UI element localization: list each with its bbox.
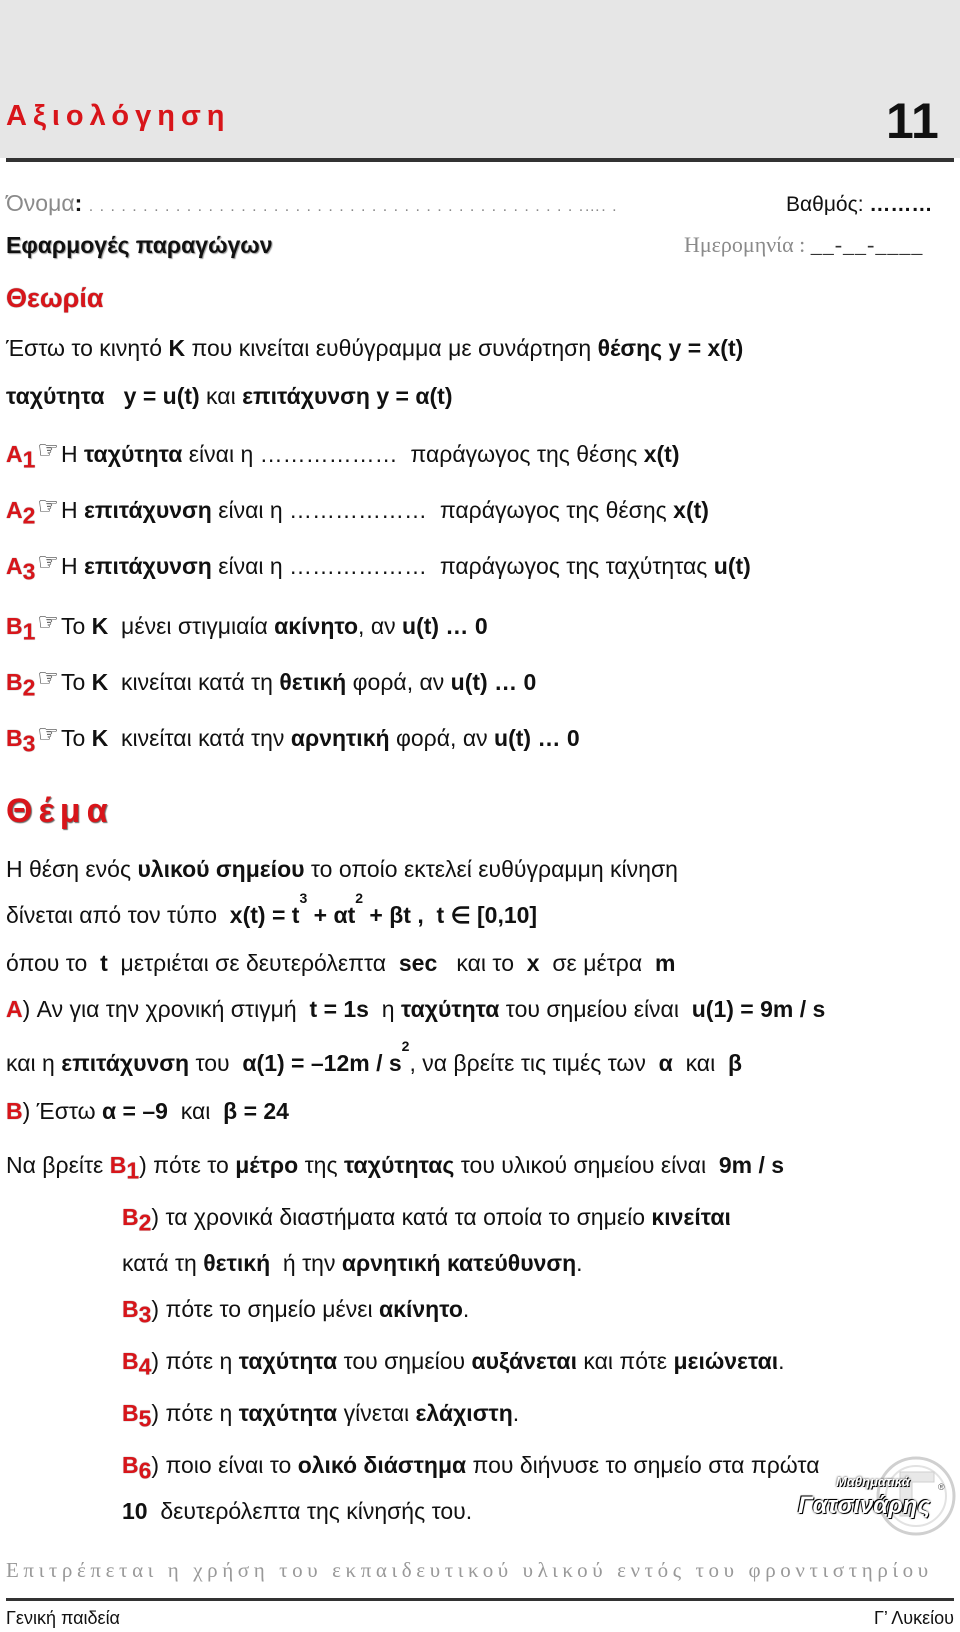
question-a-line-2: [6, 1038, 743, 1077]
date-blank: __-__-____: [810, 232, 924, 257]
text: , να βρείτε τις τιμές των: [409, 1050, 659, 1076]
symbol: β: [728, 1050, 743, 1076]
question-label: B: [122, 1348, 139, 1374]
subject-title: Εφαρμογές παραγώγων: [6, 232, 273, 258]
publisher-logo: [796, 1452, 956, 1544]
text: που κινείται ευθύγραμμα με συνάρτηση: [185, 335, 598, 361]
keyword: υλικού σημείου: [137, 856, 305, 882]
question-b3-line: [122, 1296, 470, 1328]
question-label: B: [122, 1204, 139, 1230]
grade-label: Βαθμός:: [786, 193, 864, 216]
number: 10: [122, 1498, 148, 1524]
formula: x(t): [643, 441, 680, 467]
theme-paragraph-3: [6, 950, 675, 977]
text: και το: [437, 950, 527, 976]
item-label: A: [6, 441, 23, 467]
symbol: Κ: [91, 725, 109, 751]
text: .: [462, 1296, 470, 1322]
formula: x(t): [673, 497, 709, 523]
question-b5-line: [122, 1400, 520, 1432]
question-b4-line: [122, 1348, 785, 1380]
text: του: [189, 1050, 243, 1076]
text: φορά, αν: [346, 669, 451, 695]
text: ) Αν για την χρονική στιγμή: [22, 996, 310, 1022]
formula: α = –9: [102, 1098, 168, 1124]
keyword: ταχύτητα: [83, 441, 183, 467]
date-row: [684, 232, 923, 258]
keyword: ακίνητο: [379, 1296, 463, 1322]
text: όπου το: [6, 950, 101, 976]
keyword: ολικό διάστημα: [297, 1452, 467, 1478]
text: ) τα χρονικά διαστήματα κατά τα οποία το σημείο: [151, 1204, 652, 1230]
exponent: 2: [355, 890, 364, 906]
grade-dots: ………: [869, 193, 933, 216]
text: κατά τη: [122, 1250, 204, 1276]
theory-item-a3: [6, 549, 751, 585]
text: που διήνυσε το σημείο στα πρώτα: [466, 1452, 820, 1478]
keyword: ελάχιστη: [415, 1400, 513, 1426]
question-subscript: 2: [138, 1209, 152, 1236]
text: του σημείου: [337, 1348, 472, 1374]
keyword: επιτάχυνση: [83, 553, 212, 579]
text: ) πότε το σημείο μένει: [151, 1296, 380, 1322]
formula: u(1) = 9m / s: [691, 996, 826, 1022]
text: του υλικού σημείου είναι: [454, 1152, 719, 1178]
text: ) πότε η: [151, 1400, 239, 1426]
theory-item-a1: [6, 437, 680, 473]
formula: u(t) … 0: [494, 725, 580, 751]
text: και: [672, 1050, 728, 1076]
text: Η: [60, 553, 84, 579]
keyword: επιτάχυνση: [61, 1050, 190, 1076]
formula: 9m / s: [718, 1152, 785, 1178]
question-b6-line: [122, 1452, 820, 1484]
keyword: ταχύτητα: [6, 383, 105, 409]
formula: β = 24: [223, 1098, 289, 1124]
question-label: B: [109, 1152, 127, 1178]
item-subscript: 3: [22, 730, 36, 757]
formula: + βt , t ∈ [0,10]: [363, 902, 538, 928]
pointing-hand-icon: ☞: [37, 665, 59, 692]
keyword: θετική: [203, 1250, 271, 1276]
text: Η: [60, 497, 84, 523]
symbol: Κ: [91, 669, 109, 695]
keyword: θετική: [279, 669, 347, 695]
question-subscript: 1: [126, 1157, 140, 1184]
item-subscript: 1: [22, 446, 36, 473]
text: του σημείου είναι: [499, 996, 692, 1022]
text: ) ποιο είναι το: [151, 1452, 298, 1478]
exponent: 2: [401, 1038, 410, 1054]
keyword: μέτρο: [235, 1152, 299, 1178]
keyword: μειώνεται: [673, 1348, 779, 1374]
text: Το: [60, 669, 92, 695]
question-label: B: [122, 1400, 139, 1426]
text: γίνεται: [337, 1400, 416, 1426]
formula: y = α(t): [369, 383, 453, 409]
header-band: [0, 0, 960, 158]
text: Έστω το κινητό: [6, 335, 169, 361]
symbol: t: [100, 950, 108, 976]
question-subscript: 4: [138, 1353, 152, 1380]
text: η: [368, 996, 401, 1022]
keyword: ταχύτητα: [400, 996, 500, 1022]
text: Το: [60, 613, 92, 639]
item-subscript: 2: [22, 502, 36, 529]
theory-heading: Θεωρία: [6, 283, 104, 313]
worksheet-number: 11: [886, 93, 939, 149]
item-label: A: [6, 497, 23, 523]
logo-registered-mark: ®: [938, 1482, 945, 1492]
question-b2-continuation: [122, 1250, 583, 1277]
footer-notice: Επιτρέπεται η χρήση του εκπαιδευτικού υλικού εντός του φροντιστηρίου: [6, 1558, 933, 1582]
keyword: ακίνητο: [274, 613, 359, 639]
text: .: [778, 1348, 785, 1374]
footer-right: Γ’ Λυκείου: [874, 1608, 954, 1628]
keyword: αρνητική: [290, 725, 390, 751]
keyword: ταχύτητας: [343, 1152, 455, 1178]
question-b1-line: [6, 1152, 785, 1184]
keyword: αρνητική κατεύθυνση: [341, 1250, 577, 1276]
question-b6-continuation: [122, 1498, 472, 1525]
text: Η: [60, 441, 84, 467]
formula: x(t) = t: [229, 902, 300, 928]
theory-item-b1: [6, 609, 488, 645]
question-label: B: [122, 1296, 139, 1322]
pointing-hand-icon: ☞: [37, 437, 59, 464]
text: της: [298, 1152, 344, 1178]
text: Η θέση ενός: [6, 856, 138, 882]
text: .: [576, 1250, 583, 1276]
symbol: x: [526, 950, 540, 976]
text: είναι η ……………… παράγωγος της ταχύτητας: [211, 553, 714, 579]
keyword: κινείται: [651, 1204, 731, 1230]
text: Να βρείτε: [6, 1152, 110, 1178]
question-label: B: [6, 1098, 23, 1124]
text: δίνεται από τον τύπο: [6, 902, 230, 928]
page-title: Αξιολόγηση: [6, 100, 231, 132]
question-b-line: [6, 1098, 289, 1125]
text: το οποίο εκτελεί ευθύγραμμη κίνηση: [304, 856, 678, 882]
exponent: 3: [299, 890, 308, 906]
item-label: B: [6, 669, 23, 695]
keyword: ταχύτητα: [238, 1400, 338, 1426]
pointing-hand-icon: ☞: [37, 721, 59, 748]
name-dots: . . . . . . . . . . . . . . . . . . . . . . . . . . . . . . . . . . . . . . . . . . . . . .…. .: [88, 198, 618, 215]
theme-paragraph-2: [6, 890, 538, 929]
name-label: Όνομα: [6, 190, 75, 216]
theory-intro-1: [6, 335, 743, 362]
logo-line-2: Γατσινάρης: [798, 1492, 931, 1519]
text: είναι η ……………… παράγωγος της θέσης: [182, 441, 644, 467]
text: .: [512, 1400, 520, 1426]
item-subscript: 3: [22, 558, 36, 585]
text: είναι η ……………… παράγωγος της θέσης: [211, 497, 674, 523]
pointing-hand-icon: ☞: [37, 549, 59, 576]
theme-heading: Θέμα: [6, 792, 114, 830]
text: και πότε: [576, 1348, 674, 1374]
question-subscript: 5: [138, 1405, 152, 1432]
pointing-hand-icon: ☞: [37, 609, 59, 636]
keyword: ταχύτητα: [238, 1348, 338, 1374]
item-subscript: 1: [22, 618, 36, 645]
formula: α(1) = –12m / s: [242, 1050, 402, 1076]
text: δευτερόλεπτα της κίνησής του.: [147, 1498, 473, 1524]
question-subscript: 6: [138, 1457, 152, 1484]
formula: + αt: [307, 902, 356, 928]
keyword: θέσης: [597, 335, 663, 361]
footer-rule: [6, 1598, 954, 1601]
text: ) πότε το: [139, 1152, 236, 1178]
keyword: αυξάνεται: [471, 1348, 577, 1374]
question-label: B: [122, 1452, 139, 1478]
pointing-hand-icon: ☞: [37, 493, 59, 520]
text: ) πότε η: [151, 1348, 239, 1374]
logo-line-1: Μαθηματικά: [836, 1474, 910, 1489]
theory-intro-2: [6, 383, 452, 410]
unit: m: [654, 950, 676, 976]
formula: u(t) … 0: [402, 613, 488, 639]
text: ) Έστω: [22, 1098, 103, 1124]
theory-item-a2: [6, 493, 709, 529]
formula: t = 1s: [309, 996, 369, 1022]
formula: u(t): [713, 553, 751, 579]
text: και η: [6, 1050, 62, 1076]
header-rule: [6, 158, 954, 162]
text: και: [199, 383, 243, 409]
text: κινείται κατά την: [108, 725, 291, 751]
item-subscript: 2: [22, 674, 36, 701]
keyword: επιτάχυνση: [83, 497, 212, 523]
item-label: A: [6, 553, 23, 579]
theory-item-b3: [6, 721, 580, 757]
question-label: A: [6, 996, 23, 1022]
formula: y = x(t): [662, 335, 744, 361]
text: ή την: [270, 1250, 342, 1276]
symbol: Κ: [168, 335, 186, 361]
text: και: [167, 1098, 224, 1124]
unit: sec: [398, 950, 438, 976]
question-a-line-1: [6, 996, 825, 1023]
text: κινείται κατά τη: [108, 669, 280, 695]
text: μένει στιγμιαία: [108, 613, 275, 639]
question-subscript: 3: [138, 1301, 152, 1328]
formula: y = u(t): [104, 383, 200, 409]
item-label: B: [6, 725, 23, 751]
formula: u(t) … 0: [450, 669, 537, 695]
text: , αν: [358, 613, 403, 639]
text: φορά, αν: [389, 725, 495, 751]
text: Το: [60, 725, 92, 751]
symbol: α: [658, 1050, 673, 1076]
text: μετριέται σε δευτερόλεπτα: [107, 950, 399, 976]
keyword: επιτάχυνση: [242, 383, 370, 409]
item-label: B: [6, 613, 23, 639]
symbol: Κ: [91, 613, 109, 639]
date-label: Ημερομηνία :: [684, 232, 806, 257]
theme-paragraph-1: [6, 856, 678, 883]
grade-row: [786, 193, 932, 217]
text: σε μέτρα: [539, 950, 655, 976]
footer-left: Γενική παιδεία: [6, 1608, 120, 1628]
name-row: Όνομα: . . . . . . . . . . . . . . . . . . . . . . . . . . . . . . . . . . . . . . . . . . . . . .…. .: [6, 190, 618, 216]
question-b2-line: [122, 1204, 731, 1236]
theory-item-b2: [6, 665, 537, 701]
